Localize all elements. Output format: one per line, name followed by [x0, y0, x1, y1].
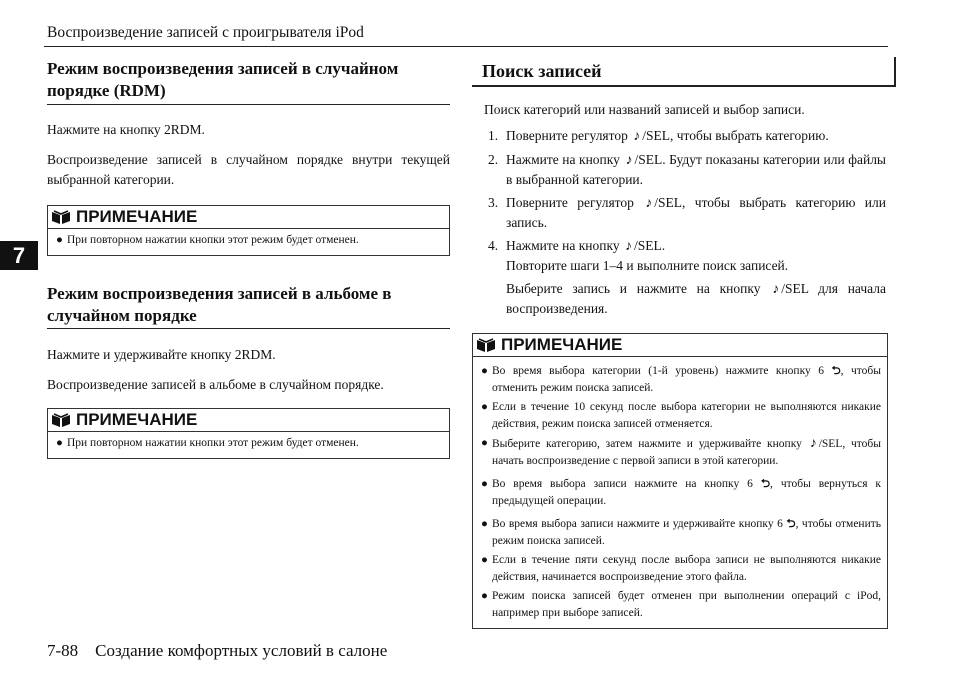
note-text: /SEL, чтобы начать воспроизведение с первой записи в этой категории. — [491, 438, 882, 467]
music-note-icon: ♪ — [624, 239, 632, 254]
bullet-icon: ● — [481, 590, 488, 602]
step — [488, 150, 886, 189]
note-item — [481, 363, 881, 397]
paragraph: Нажмите на кнопку 2RDM. — [47, 122, 205, 137]
bullet-icon: ● — [481, 437, 488, 449]
note-item: При повторном нажатии кнопки этот режим будет отменен. — [66, 437, 359, 449]
step-text: Поверните регулятор — [506, 128, 628, 143]
section-heading-search: Поиск записей — [472, 57, 896, 87]
note-box — [47, 205, 450, 256]
step — [488, 126, 886, 146]
bullet-icon: ● — [481, 554, 488, 566]
note-book-icon — [476, 337, 496, 353]
note-item — [481, 435, 881, 470]
step — [488, 193, 886, 232]
note-item — [481, 588, 881, 622]
note-box — [47, 408, 450, 459]
step — [488, 236, 886, 318]
note-text: , чтобы отменить режим поиска записей. — [491, 518, 881, 547]
music-note-icon: ♪ — [625, 153, 633, 168]
bullet-icon: ● — [481, 365, 488, 377]
note-text: Если в течение пяти секунд после выбора записи не выполняются никакие действия, начинается воспроизведение этого файла. — [491, 554, 881, 583]
note-title: ПРИМЕЧАНИЕ — [501, 335, 623, 354]
note-text: , чтобы вернуться к предыдущей операции. — [491, 478, 882, 507]
section-heading-rdm: Режим воспроизведения записей в случайном порядке (RDM) — [47, 59, 399, 100]
note-title: ПРИМЕЧАНИЕ — [76, 207, 198, 226]
step-number: 1. — [488, 128, 499, 143]
music-note-icon: ♪ — [633, 129, 641, 144]
note-text: Во время выбора категории (1-й уровень) нажмите кнопку 6 — [491, 365, 824, 377]
note-item: При повторном нажатии кнопки этот режим будет отменен. — [66, 234, 359, 246]
note-item — [481, 399, 881, 433]
bullet-icon: ● — [56, 437, 63, 449]
back-arrow-icon: ⮌ — [760, 478, 771, 490]
bullet-icon: ● — [481, 478, 488, 490]
chapter-title: Создание комфортных условий в салоне — [95, 641, 388, 660]
paragraph: Воспроизведение записей в случайном порядке внутри текущей выбранной категории. — [47, 152, 450, 187]
note-book-icon — [51, 209, 71, 225]
bullet-icon: ● — [56, 234, 63, 246]
bullet-icon: ● — [481, 518, 488, 530]
step-text: /SEL. — [633, 238, 666, 253]
note-item — [481, 552, 881, 586]
music-note-icon: ♪ — [645, 196, 653, 211]
note-book-icon — [51, 412, 71, 428]
music-note-icon: ♪ — [809, 436, 817, 451]
step-text: Нажмите на кнопку — [506, 152, 620, 167]
note-text: Если в течение 10 секунд после выбора категории не выполняются никакие действия, режим поиска записей отменяется. — [491, 401, 881, 430]
step-number: 4. — [488, 238, 499, 253]
section-rule — [47, 104, 450, 105]
paragraph: Поиск категорий или названий записей и выбор записи. — [484, 102, 805, 117]
page-number: 7-88 — [47, 641, 79, 660]
step-number: 3. — [488, 195, 499, 210]
step-text: Повторите шаги 1–4 и выполните поиск записей. — [506, 258, 789, 273]
running-header: Воспроизведение записей с проигрывателя iPod — [47, 24, 364, 41]
music-note-icon: ♪ — [772, 282, 780, 297]
chapter-tab: 7 — [0, 241, 38, 270]
note-item — [481, 516, 881, 550]
step-text: /SEL для начала воспроизведения. — [506, 281, 887, 316]
steps-list — [488, 126, 886, 322]
step-text: /SEL, чтобы выбрать категорию или запись. — [506, 195, 886, 230]
note-text: Режим поиска записей будет отменен при выполнении операций с iPod, например при выборе записей. — [491, 590, 881, 619]
step-text: Поверните регулятор — [506, 195, 634, 210]
section-heading-album-random: Режим воспроизведения записей в альбоме в случайном порядке — [47, 284, 392, 325]
step-text: /SEL. Будут показаны категории или файлы в выбранной категории. — [506, 152, 887, 187]
back-arrow-icon: ⮌ — [786, 518, 796, 530]
header-rule — [44, 46, 888, 47]
back-arrow-icon: ⮌ — [831, 365, 841, 377]
section-rule — [47, 328, 450, 329]
note-text: Во время выбора записи нажмите и удерживайте кнопку 6 — [491, 518, 783, 530]
step-text: /SEL, чтобы выбрать категорию. — [642, 128, 829, 143]
note-title: ПРИМЕЧАНИЕ — [76, 410, 198, 429]
paragraph: Нажмите и удерживайте кнопку 2RDM. — [47, 347, 276, 362]
note-text: Во время выбора записи нажмите на кнопку 6 — [491, 478, 753, 490]
step-number: 2. — [488, 152, 499, 167]
footer — [47, 641, 387, 661]
note-text: , чтобы отменить режим поиска записей. — [491, 365, 881, 394]
note-box — [472, 333, 888, 629]
step-text: Выберите запись и нажмите на кнопку — [506, 281, 761, 296]
note-text: Выберите категорию, затем нажмите и удерживайте кнопку — [491, 438, 802, 450]
bullet-icon: ● — [481, 401, 488, 413]
paragraph: Воспроизведение записей в альбоме в случайном порядке. — [47, 377, 384, 392]
note-item — [481, 476, 881, 510]
step-text: Нажмите на кнопку — [506, 238, 620, 253]
